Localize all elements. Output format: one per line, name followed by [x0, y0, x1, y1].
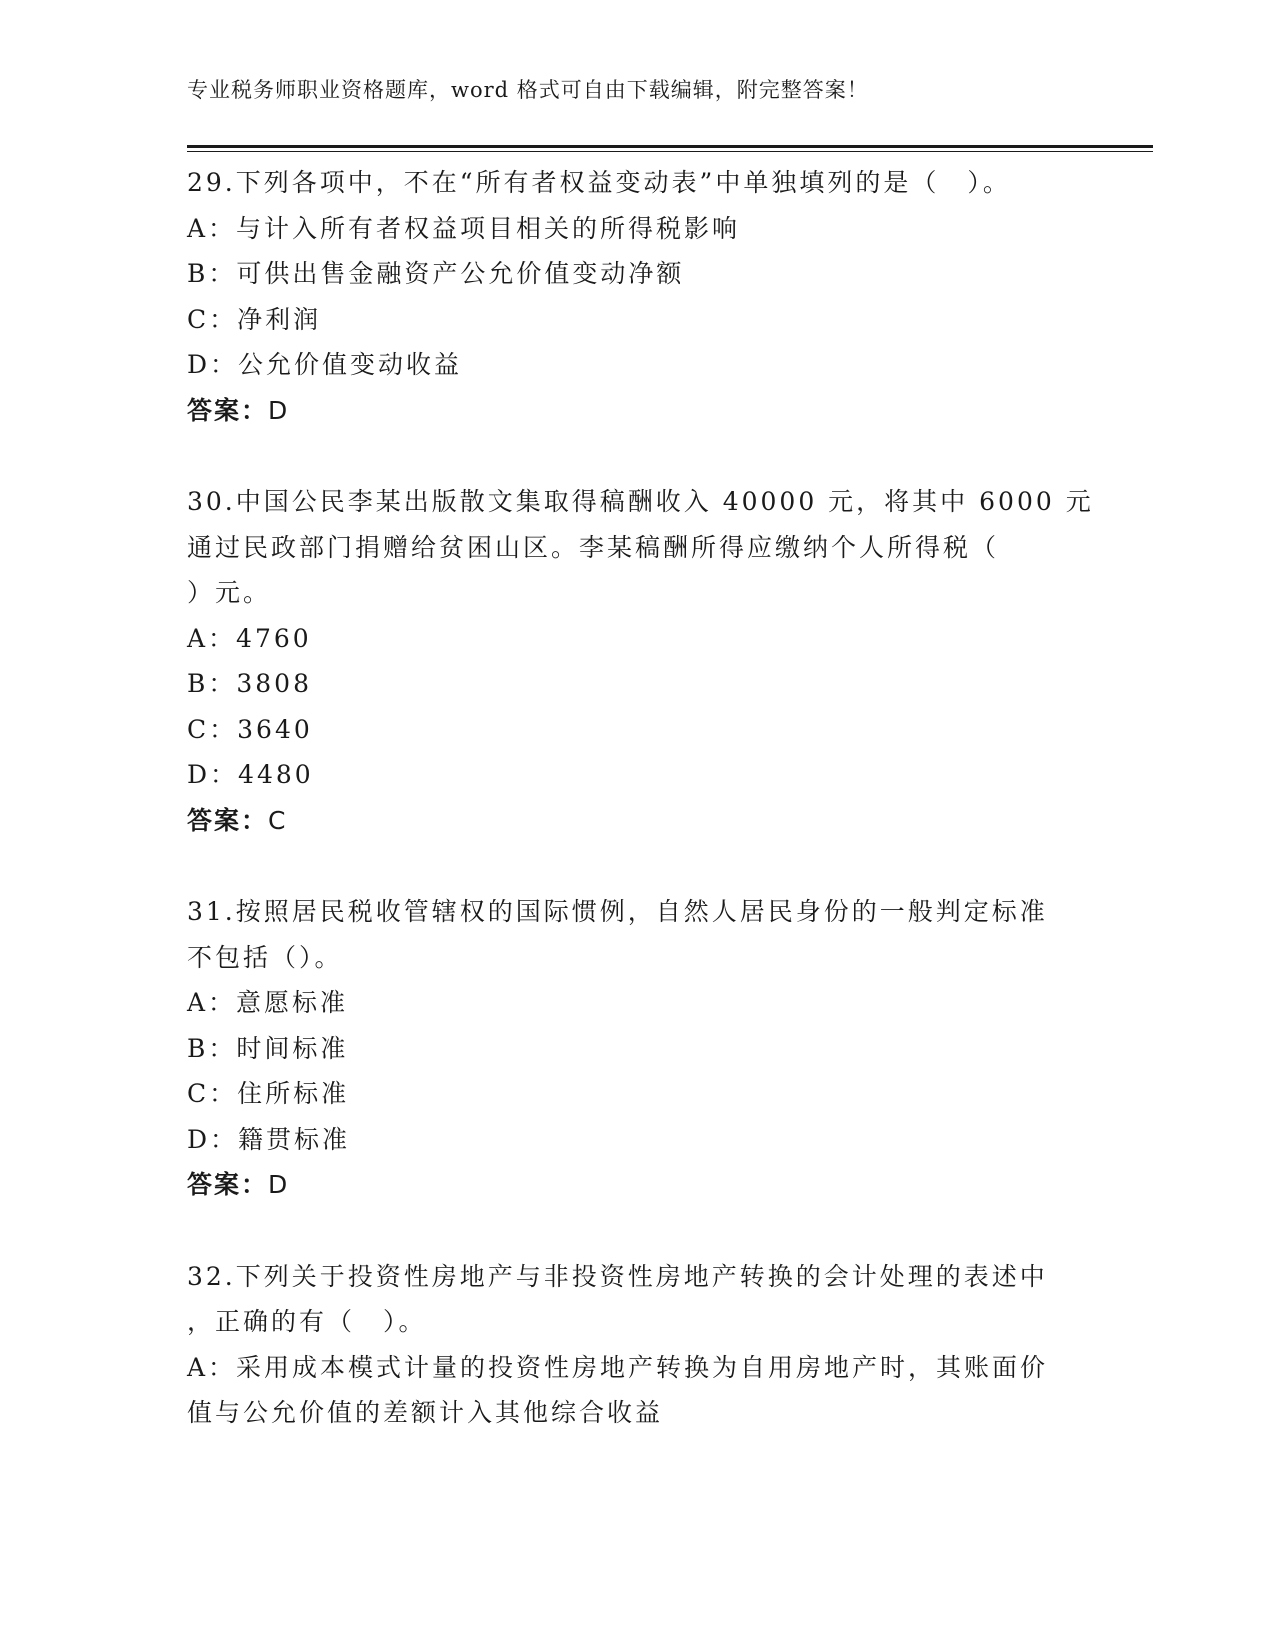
option-a: A：意愿标准	[187, 988, 349, 1017]
header-divider-thin	[187, 151, 1153, 152]
answer-label: 答案：	[187, 1170, 269, 1199]
answer-line	[187, 798, 1087, 844]
answer-line	[187, 1162, 1087, 1208]
option-b: B：可供出售金融资产公允价值变动净额	[187, 259, 685, 288]
question-32	[187, 1254, 1087, 1436]
question-stem: 通过民政部门捐赠给贫困山区。李某稿酬所得应缴纳个人所得税（	[187, 532, 1000, 562]
question-31	[187, 889, 1087, 1208]
question-stem: 29.下列各项中，不在“所有者权益变动表”中单独填列的是（ ）。	[187, 168, 1011, 197]
question-stem: 不包括（）。	[187, 942, 343, 972]
option-b: B：3808	[187, 669, 312, 698]
question-29	[187, 160, 1087, 433]
answer-line	[187, 388, 1087, 434]
page-header: 专业税务师职业资格题库，word 格式可自由下载编辑，附完整答案！	[187, 78, 869, 102]
answer-value: D	[268, 1170, 290, 1199]
question-stem: 30.中国公民李某出版散文集取得稿酬收入 40000 元，将其中 6000 元	[187, 487, 1094, 516]
answer-value: D	[268, 395, 290, 425]
option-c: C：净利润	[187, 304, 322, 334]
question-30	[187, 479, 1094, 843]
answer-label: 答案：	[187, 395, 269, 425]
question-stem: ，正确的有（ ）。	[187, 1307, 427, 1336]
question-list	[187, 160, 1094, 1482]
option-a-continued: 值与公允价值的差额计入其他综合收益	[187, 1398, 664, 1427]
option-d: D：4480	[187, 760, 314, 789]
option-d: D：公允价值变动收益	[187, 350, 463, 379]
answer-value: C	[268, 805, 288, 835]
option-a: A：4760	[187, 623, 312, 653]
option-d: D：籍贯标准	[187, 1124, 351, 1154]
question-stem: 32.下列关于投资性房地产与非投资性房地产转换的会计处理的表述中	[187, 1261, 1048, 1291]
header-divider-thick	[187, 145, 1153, 148]
option-a: A：采用成本模式计量的投资性房地产转换为自用房地产时，其账面价	[187, 1352, 1049, 1382]
question-stem: ）元。	[187, 578, 272, 607]
option-a: A：与计入所有者权益项目相关的所得税影响	[187, 213, 741, 243]
option-c: C：住所标准	[187, 1079, 350, 1108]
option-b: B：时间标准	[187, 1033, 349, 1063]
answer-label: 答案：	[187, 805, 269, 835]
question-stem: 31.按照居民税收管辖权的国际惯例，自然人居民身份的一般判定标准	[187, 897, 1048, 926]
option-c: C：3640	[187, 714, 313, 744]
